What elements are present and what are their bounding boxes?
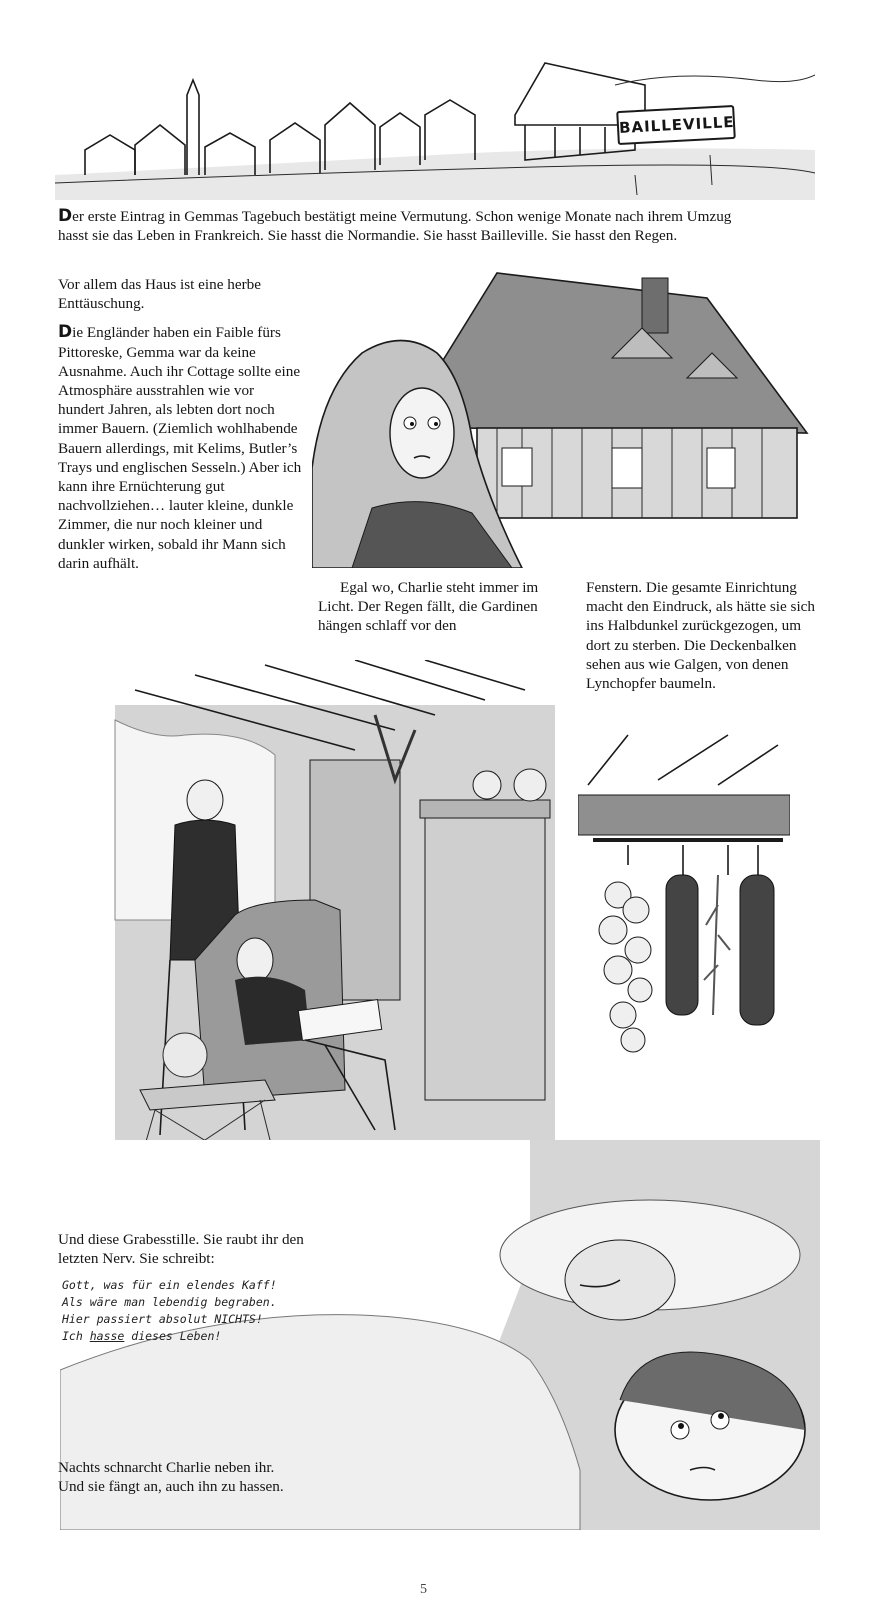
englishmen-dropcap: D <box>58 322 73 343</box>
charlie-light-caption: Egal wo, Charlie steht immer im Licht. Der Regen fällt, die Gardinen hängen schlaff vor den <box>318 579 539 635</box>
place-name-sign: BAILLEVILLE <box>616 105 736 145</box>
diary-line-4 <box>62 1328 302 1345</box>
night-caption: Nachts schnarcht Charlie neben ihr. Und sie fängt an, auch ihn zu hassen. <box>58 1459 284 1496</box>
windows-caption: Fenstern. Die gesamte Einrichtung macht den Eindruck, als hätte sie sich ins Halbdunkel zurückgezogen, um dort zu sterben. Die Deckenbalken sehen aus wie Galgen, von denen Lynchopfer baumeln. <box>586 579 816 693</box>
diary-line-1: Gott, was für ein elendes Kaff! <box>62 1278 277 1292</box>
diary-line-2: Als wäre man lebendig begraben. <box>62 1295 277 1309</box>
diary-handwriting <box>62 1277 302 1345</box>
left-column <box>58 275 303 573</box>
diary-line-3: Hier passiert absolut NICHTS! <box>62 1312 263 1326</box>
intro-dropcap: D <box>58 206 73 226</box>
intro-text: er erste Eintrag in Gemmas Tagebuch bestätigt meine Vermutung. Schon wenige Monate nach ihrem Umzug hasst sie das Leben in Frankreich. Sie hasst die Normandie. Sie hasst Bailleville. Sie hasst den Regen. <box>58 208 732 245</box>
cottage-and-woman-illustration <box>312 268 830 568</box>
living-room-illustration <box>95 660 565 1180</box>
hanging-garlic-sausages-illustration <box>578 725 790 1075</box>
house-disappointment-text: Vor allem das Haus ist eine herbe Enttäuschung. <box>58 276 262 313</box>
diary-underlined-word: hasse <box>89 1329 125 1343</box>
intro-paragraph <box>58 207 758 245</box>
diary-line-4-pre: Ich <box>62 1329 83 1343</box>
englishmen-paragraph <box>58 323 303 573</box>
englishmen-text: ie Engländer haben ein Faible fürs Pittoreske, Gemma war da keine Ausnahme. Auch ihr Cottage sollte eine Atmosphäre ausstrahlen wie vor hundert Jahren, als lebten dort noch immer Bauern. (Ziemlich wohlhabende Bauern allerdings, mit Kelims, Butler’s Trays und englischen Sesseln.) Aber ich kann ihre Ernüchterung gut nachvollziehen… lauter kleine, dunkle Zimmer, die nur noch kleiner und dunkler wirken, sobald ihr Mann sich darin aufhält. <box>58 324 302 572</box>
diary-line-4-post: dieses Leben! <box>131 1329 222 1343</box>
silence-caption: Und diese Grabesstille. Sie raubt ihr den letzten Nerv. Sie schreibt: <box>58 1231 304 1268</box>
page-number: 5 <box>420 1582 427 1597</box>
